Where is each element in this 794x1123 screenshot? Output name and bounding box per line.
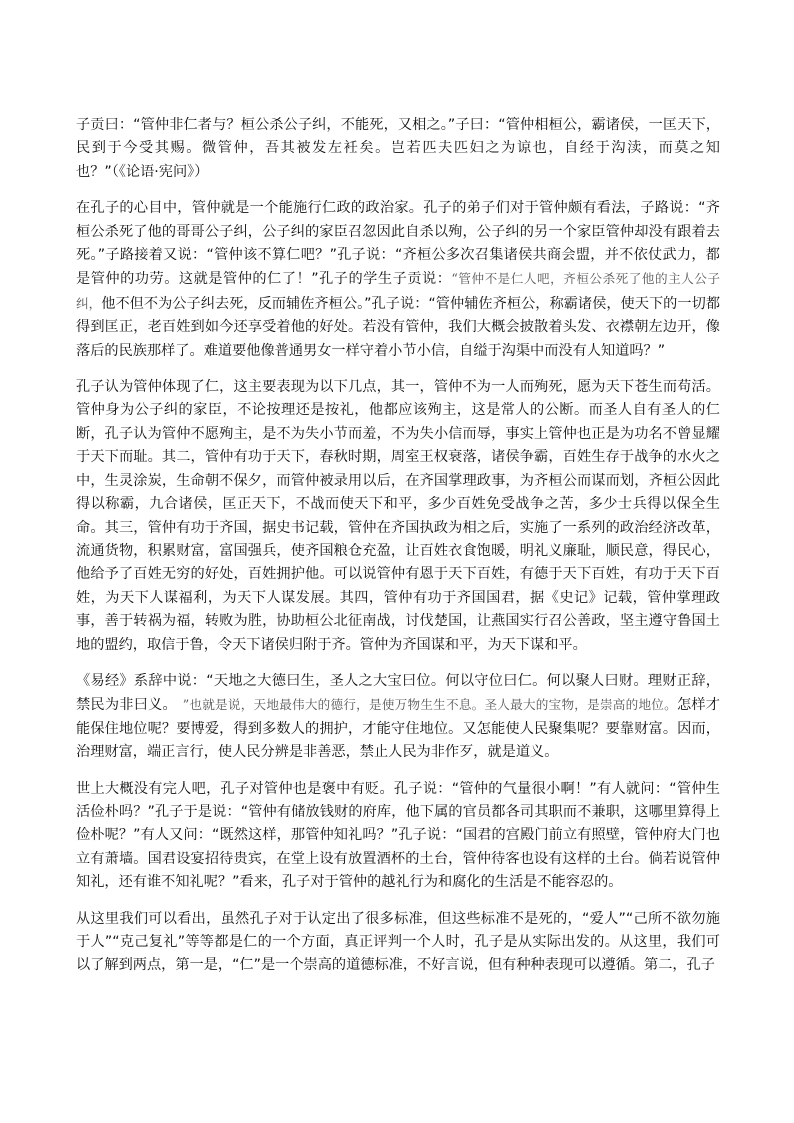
paragraph-text: 子贡曰：“管仲非仁者与？桓公杀公子纠，不能死，又相之。”子曰：“管仲相桓公，霸诸侯，一匡天下，民到于今受其赐。微管仲，吾其被发左衽矣。岂若匹夫匹妇之为谅也，自经于沟渎，而莫之知也？”（《论语·宪问》） (76, 117, 720, 180)
paragraph-text: 从这里我们可以看出，虽然孔子对于认定出了很多标准，但这些标准不是死的，“爱人”“己所不欲勿施于人”“克己复礼”等等都是仁的一个方面，真正评判一个人时，孔子是从实际出发的。从这里，我们可以了解到两点，第一是，“仁”是一个崇高的道德标准，不好言说，但有种种表现可以遵循。第二，孔子 (76, 910, 720, 974)
paragraph-text: 孔子认为管仲体现了仁，这主要表现为以下几点，其一，管仲不为一人而殉死，愿为天下苍生而苟活。管仲身为公子纠的家臣，不论按理还是按礼，他都应该殉主，这是常人的公断。而圣人自有圣人的仁断，孔子认为管仲不愿殉主，是不为失小节而羞，不为失小信而辱，事实上管仲也正是为功名不曾显耀于天下而耻。其二，管仲有功于天下，春秋时期，周室王权衰落，诸侯争霸，百姓生存于战争的水火之中，生灵涂炭，生命朝不保夕，而管仲被录用以后，在齐国掌理政事，为齐桓公而谋而划，齐桓公因此得以称霸，九合诸侯，匡正天下，不战而使天下和平，多少百姓免受战争之苦，多少士兵得以保全生命。其三，管仲有功于齐国，据史书记载，管仲在齐国执政为相之后，实施了一系列的政治经济改革，流通货物，积累财富，富国强兵，使齐国粮仓充盈，让百姓衣食饱暖，明礼义廉耻，顺民意，得民心，他给予了百姓无穷的好处，百姓拥护他。可以说管仲有恩于天下百姓，有德于天下百姓，有功于天下百姓，为天下人谋福利，为天下人谋发展。其四，管仲有功于齐国国君，据《史记》记载，管仲掌理政事，善于转祸为福，转败为胜，协助桓公北征南战，讨伐楚国，让燕国实行召公善政，坚主遵守鲁国土地的盟约，取信于鲁，令天下诸侯归附于齐。管仲为齐国谋和平，为天下谋和平。 (76, 379, 720, 653)
paragraph-text: 在孔子的心目中，管仲就是一个能施行仁政的政治家。孔子的弟子们对于管仲颇有看法，子路说：“齐桓公杀死了他的哥哥公子纠，公子纠的家臣召忽因此自杀以殉，公子纠的另一个家臣管仲却没有跟着去死。”子路接着又说：“管仲该不算仁吧？”孔子说：“齐桓公多次召集诸侯共商会盟，并不依仗武力，都是管仲的功劳。这就是管仲的仁了！”孔子的学生子贡说： (76, 200, 720, 288)
paragraph-text-lighter: ”也就是说，天地最伟大的德行，是使万物生生不息。圣人最大的宝物，是崇高的地位。 (169, 697, 677, 713)
document-body (76, 114, 720, 991)
paragraph (76, 778, 720, 895)
paragraph (76, 197, 720, 363)
paragraph (76, 114, 720, 184)
paragraph-text: 他不但不为公子纠去死，反而辅佐齐桓公。”孔子说：“管仲辅佐齐桓公，称霸诸侯，使天下的一切都得到匡正，老百姓到如今还享受着他的好处。若没有管仲，我们大概会披散着头发、衣襟朝左边开，像落后的民族那样了。难道要他像普通男女一样守着小节小信，自缢于沟渠中而没有人知道吗？” (76, 295, 721, 359)
paragraph-text: 《易经》系辞中说：“天地之大德曰生，圣人之大宝曰位。何以守位曰仁。何以聚人曰财。理财正辞，禁民为非曰义。 (76, 672, 720, 714)
paragraph (76, 908, 720, 978)
paragraph-text: 世上大概没有完人吧，孔子对管仲也是褒中有贬。孔子说：“管仲的气量很小啊！”有人就问：“管仲生活俭朴吗？”孔子于是说：“管仲有储放钱财的府库，他下属的官员都各司其职而不兼职，这哪里算得上俭朴呢？”有人又问：“既然这样，那管仲知礼吗？”孔子说：“国君的宫殿门前立有照壁，管仲府大门也立有萧墙。国君设宴招待贵宾，在堂上设有放置酒杯的土台，管仲待客也设有这样的土台。倘若说管仲知礼，还有谁不知礼呢？”看来，孔子对于管仲的越礼行为和腐化的生活是不能容忍的。 (76, 780, 720, 891)
paragraph (76, 670, 720, 765)
paragraph (76, 376, 720, 657)
paragraph-text: 怎样才能保住地位呢？要博爱，得到多数人的拥护，才能守住地位。又怎能使人民聚集呢？要靠财富。因而，治理财富，端正言行，使人民分辨是非善恶，禁止人民为非作歹，就是道义。 (76, 697, 720, 761)
paragraph-text-lighter: “管仲不是仁人吧，齐桓公杀死了他的主人公子纠， (76, 271, 720, 311)
